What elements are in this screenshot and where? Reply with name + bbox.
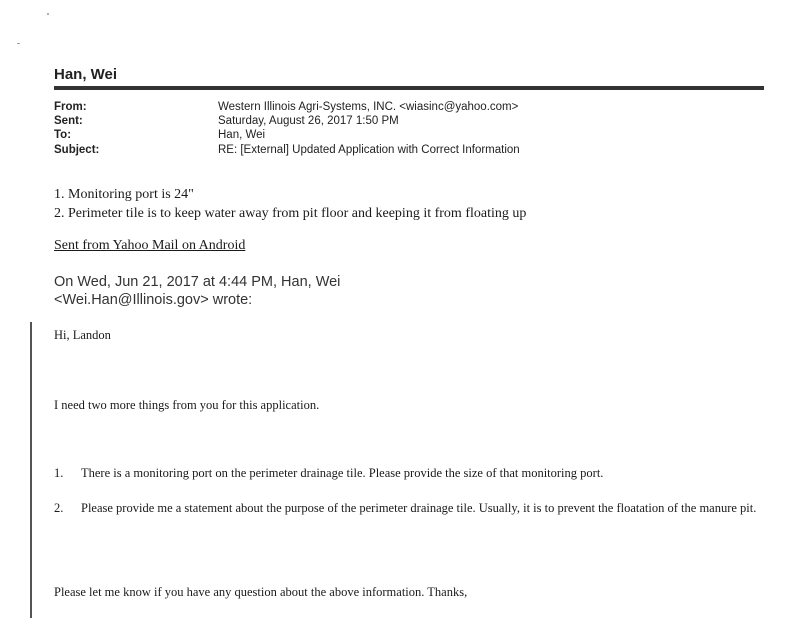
header-rule — [54, 86, 764, 90]
reply-line-2: 2. Perimeter tile is to keep water away from pit floor and keeping it from floating up — [54, 206, 527, 221]
subject-value: RE: [External] Updated Application with Correct Information — [218, 144, 520, 156]
from-label: From: — [54, 101, 87, 113]
item-1-text: There is a monitoring port on the perimeter drainage tile. Please provide the size of that monitoring port. — [81, 466, 604, 480]
item-2-number: 2. — [54, 501, 64, 515]
subject-label: Subject: — [54, 144, 100, 156]
closing-text: Please let me know if you have any question about the above information. Thanks, — [54, 585, 468, 599]
signature-link[interactable]: Sent from Yahoo Mail on Android — [54, 238, 246, 253]
reply-line-1: 1. Monitoring port is 24" — [54, 187, 194, 202]
to-value: Han, Wei — [218, 129, 266, 141]
request-text: I need two more things from you for this application. — [54, 398, 320, 412]
scan-speck — [47, 13, 49, 15]
item-1-number: 1. — [54, 466, 64, 480]
greeting: Hi, Landon — [54, 328, 111, 342]
sent-value: Saturday, August 26, 2017 1:50 PM — [218, 115, 399, 127]
quote-intro-line-2: <Wei.Han@Illinois.gov> wrote: — [54, 292, 253, 308]
sent-label: Sent: — [54, 115, 83, 127]
recipient-name: Han, Wei — [54, 66, 118, 83]
from-value: Western Illinois Agri-Systems, INC. <wiasinc@yahoo.com> — [218, 101, 519, 113]
to-label: To: — [54, 129, 72, 141]
item-2-text: Please provide me a statement about the purpose of the perimeter drainage tile. Usually, it is to prevent the floatation of the manure pit. — [81, 501, 757, 515]
scan-speck — [17, 43, 20, 44]
quote-bar — [30, 322, 32, 618]
quote-intro-line-1: On Wed, Jun 21, 2017 at 4:44 PM, Han, Wei — [54, 274, 341, 290]
